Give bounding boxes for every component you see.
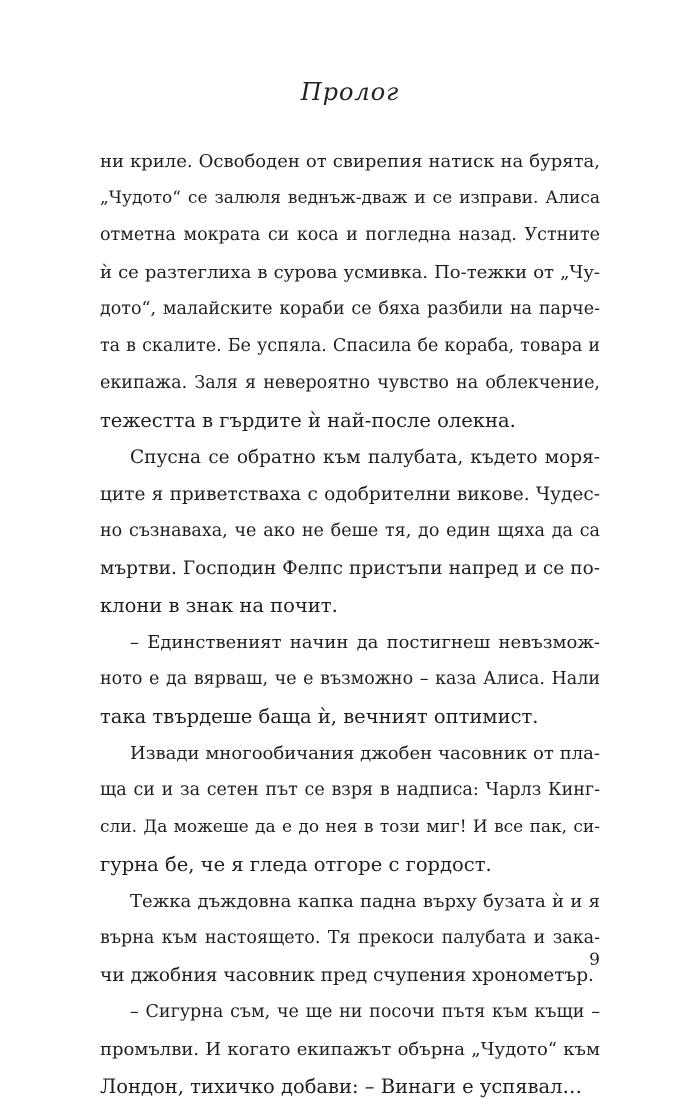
text-line: отметна мократа си коса и погледна назад. Устните xyxy=(100,225,600,245)
text-line: та в скалите. Бе успяла. Спасила бе кораба, товара и xyxy=(100,336,600,356)
text-line: екипажа. Заля я невероятно чувство на облекчение, xyxy=(100,373,600,393)
page-number: 9 xyxy=(589,950,600,970)
text-line: ното е да вярваш, че е възможно – каза Алиса. Нали xyxy=(100,669,600,689)
text-line: промълви. И когато екипажът обърна „Чудото“ към xyxy=(100,1039,600,1060)
text-line: „Чудото“ се залюля веднъж-дваж и се изправи. Алиса xyxy=(100,188,600,208)
text-line: ни криле. Освободен от свирепия натиск на бурята, xyxy=(100,151,600,172)
text-line: – Сигурна съм, че ще ни посочи пътя към къщи – xyxy=(130,1002,600,1022)
text-line: ците я приветстваха с одобрителни викове. Чудес- xyxy=(100,484,600,505)
text-line: Тежка дъждовна капка падна върху бузата ѝ и я xyxy=(130,891,600,912)
body-text xyxy=(100,143,600,1105)
text-line: ѝ се разтеглиха в сурова усмивка. По-тежки от „Чу- xyxy=(100,262,600,283)
text-line: ща си и за сетен път се взря в надписа: Чарлз Кинг- xyxy=(100,780,600,800)
text-line: сли. Да можеше да е до нея в този миг! И все пак, си- xyxy=(100,817,600,837)
text-line: така твърдеше баща ѝ, вечният оптимист. xyxy=(100,705,539,728)
text-line: Извади многообичания джобен часовник от пла- xyxy=(130,743,600,764)
text-line: – Единственият начин да постигнеш невъзмож- xyxy=(130,632,600,653)
text-line: но съзнаваха, че ако не беше тя, до един щяха да са xyxy=(100,521,600,541)
text-line: дото“, малайските кораби се бяха разбили на парче- xyxy=(100,299,600,319)
text-line: Лондон, тихичко добави: – Винаги е успявал… xyxy=(100,1075,583,1098)
text-line: мъртви. Господин Фелпс пристъпи напред и се по- xyxy=(100,558,600,579)
text-line: Спусна се обратно към палубата, където моря- xyxy=(130,447,600,468)
text-line: тежестта в гърдите ѝ най-после олекна. xyxy=(100,409,516,432)
text-line: гурна бе, че я гледа отгоре с гордост. xyxy=(100,853,492,876)
text-line: върна към настоящето. Тя прекоси палубата и зака- xyxy=(100,928,600,948)
chapter-title: Пролог xyxy=(300,78,400,106)
text-line: клони в знак на почит. xyxy=(100,594,338,617)
text-line: чи джобния часовник пред счупения хронометър. xyxy=(100,965,594,986)
